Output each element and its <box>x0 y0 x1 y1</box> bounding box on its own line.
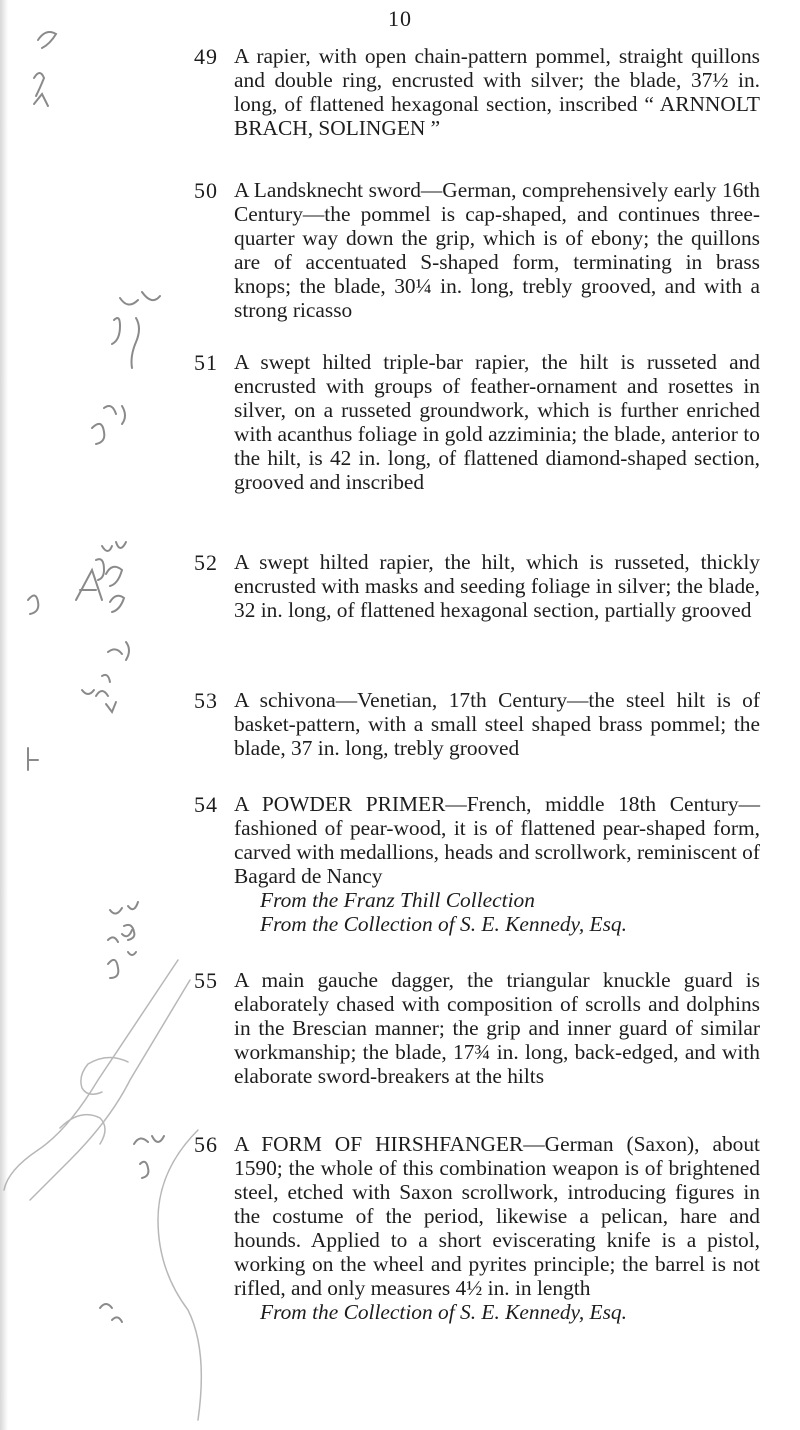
lot-number: 53 <box>194 688 218 713</box>
lot-description-text: A POWDER PRIMER—French, middle 18th Century—fashioned of pear-wood, it is of flattened pear-shaped form, carved with medallions, heads and scrollwork, reminiscent of Bagard de Nancy <box>234 792 760 888</box>
provenance-line: From the Franz Thill Collection <box>260 888 535 912</box>
lot-description <box>234 350 760 494</box>
lot-description-text: A Landsknecht sword—German, comprehensively early 16th Century—the pommel is cap-shaped, and continues three-quarter way down the grip, which is of ebony; the quillons are of accentuated S-shaped form, terminating in brass knops; the blade, 30¼ in. long, trebly grooved, and with a strong ricasso <box>234 178 760 322</box>
lot-number: 50 <box>194 178 218 203</box>
provenance-line: From the Collection of S. E. Kennedy, Esq. <box>260 1300 627 1324</box>
lot-description <box>234 1132 760 1324</box>
lot-description <box>234 792 760 936</box>
lot-description-text: A FORM OF HIRSHFANGER—German (Saxon), about 1590; the whole of this combination weapon is of brightened steel, etched with Saxon scrollwork, introducing figures in the costume of the period, likewise a pelican, hare and hounds. Applied to a short eviscerating knife is a pistol, working on the wheel and pyrites principle; the barrel is not rifled, and only measures 4½ in. in length <box>234 1132 760 1300</box>
page-number: 10 <box>388 6 412 31</box>
lot-number: 49 <box>194 44 218 69</box>
lot-description <box>234 688 760 760</box>
lot-number: 52 <box>194 550 218 575</box>
lot-description <box>234 968 760 1088</box>
lot-number: 51 <box>194 350 218 375</box>
lot-description-text: A swept hilted rapier, the hilt, which is russeted, thickly encrusted with masks and seeding foliage in silver; the blade, 32 in. long, of flattened hexagonal section, partially grooved <box>234 550 760 622</box>
lot-description-text: A main gauche dagger, the triangular knuckle guard is elaborately chased with composition of scrolls and dolphins in the Brescian manner; the grip and inner guard of similar workmanship; the blade, 17¾ in. long, back-edged, and with elaborate sword-breakers at the hilts <box>234 968 760 1088</box>
lot-description <box>234 550 760 622</box>
provenance-line: From the Collection of S. E. Kennedy, Esq. <box>260 912 627 936</box>
lot-description <box>234 44 760 140</box>
margin-annotations <box>0 0 210 1430</box>
lot-number: 56 <box>194 1132 218 1157</box>
lot-description-text: A schivona—Venetian, 17th Century—the steel hilt is of basket-pattern, with a small steel shaped brass pommel; the blade, 37 in. long, trebly grooved <box>234 688 760 760</box>
lot-description <box>234 178 760 322</box>
lot-number: 54 <box>194 792 218 817</box>
lot-number: 55 <box>194 968 218 993</box>
lot-description-text: A swept hilted triple-bar rapier, the hilt is russeted and encrusted with groups of feather-ornament and rosettes in silver, on a russeted groundwork, which is further enriched with acanthus foliage in gold azziminia; the blade, anterior to the hilt, is 42 in. long, of flattened diamond-shaped section, grooved and inscribed <box>234 350 760 494</box>
lot-description-text: A rapier, with open chain-pattern pommel, straight quillons and double ring, encrusted with silver; the blade, 37½ in. long, of flattened hexagonal section, inscribed “ ARNNOLT BRACH, SOLINGEN ” <box>234 44 760 140</box>
